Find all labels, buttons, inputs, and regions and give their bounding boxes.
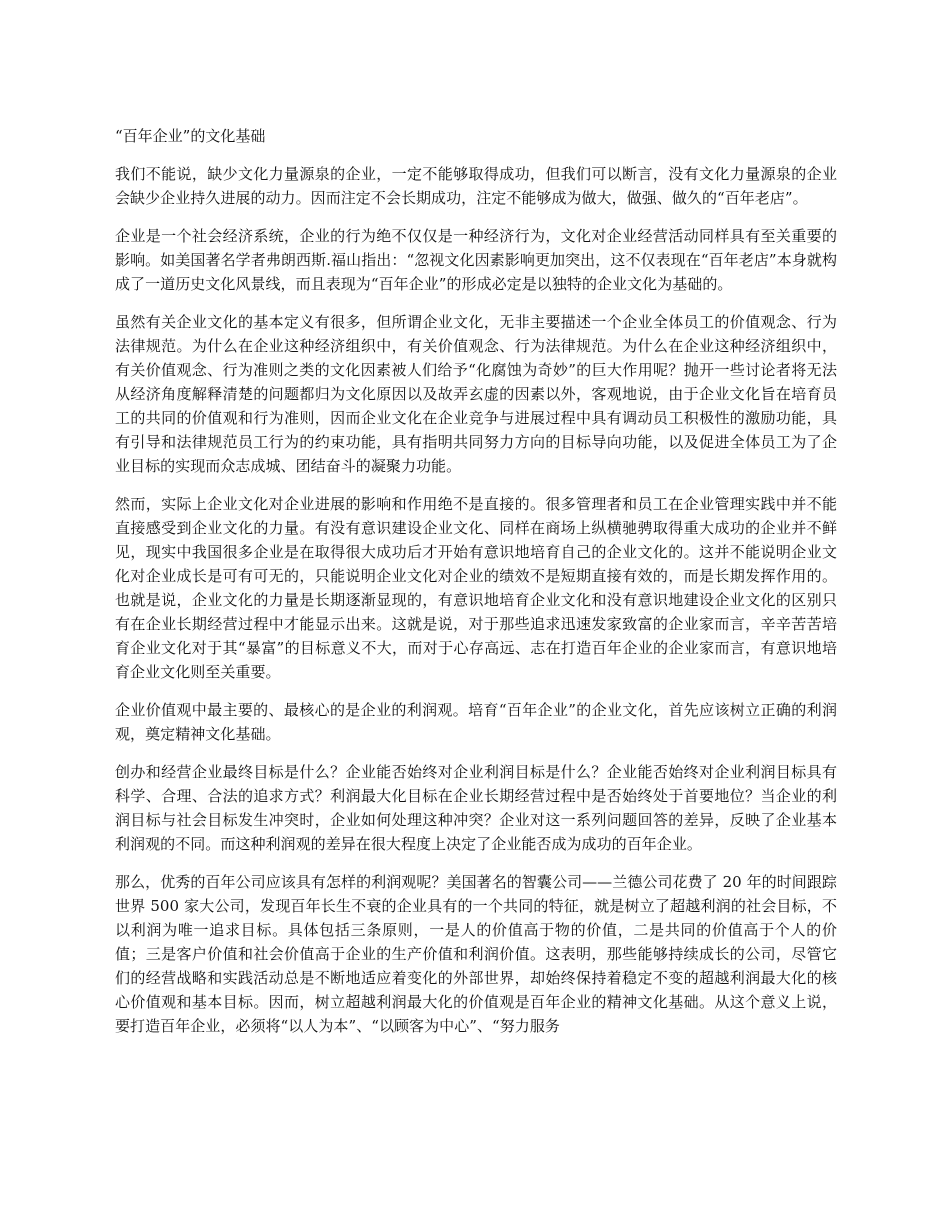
paragraph-6: 创办和经营企业最终目标是什么？企业能否始终对企业利润目标是什么？企业能否始终对企业利润目标具有科学、合理、合法的追求方式？利润最大化目标在企业长期经营过程中是否始终处于首要地位？当企业的利润目标与社会目标发生冲突时，企业如何处理这种冲突？企业对这一系列问题回答的差异，反映了企业基本利润观的不同。而这种利润观的差异在很大程度上决定了企业能否成为成功的百年企业。 — [115, 763, 837, 853]
document-page — [115, 124, 837, 1052]
paragraph-2: 企业是一个社会经济系统，企业的行为绝不仅仅是一种经济行为，文化对企业经营活动同样具有至关重要的影响。如美国著名学者弗朗西斯.福山指出：“忽视文化因素影响更加突出，这不仅表现在“百年老店”本身就构成了一道历史文化风景线，而且表现为“百年企业”的形成必定是以独特的企业文化为基础的。 — [115, 227, 837, 293]
document-title: “百年企业”的文化基础 — [115, 127, 266, 145]
paragraph-4: 然而，实际上企业文化对企业进展的影响和作用绝不是直接的。很多管理者和员工在企业管理实践中并不能直接感受到企业文化的力量。有没有意识建设企业文化、同样在商场上纵横驰骋取得重大成功的企业并不鲜见，现实中我国很多企业是在取得很大成功后才开始有意识地培育自己的企业文化的。这并不能说明企业文化对企业成长是可有可无的，只能说明企业文化对企业的绩效不是短期直接有效的，而是长期发挥作用的。也就是说，企业文化的力量是长期逐渐显现的，有意识地培育企业文化和没有意识地建设企业文化的区别只有在企业长期经营过程中才能显示出来。这就是说，对于那些追求迅速发家致富的企业家而言，辛辛苦苦培育企业文化对于其“暴富”的目标意义不大，而对于心存高远、志在打造百年企业的企业家而言，有意识地培育企业文化则至关重要。 — [115, 495, 837, 681]
paragraph-1: 我们不能说，缺少文化力量源泉的企业，一定不能够取得成功，但我们可以断言，没有文化力量源泉的企业会缺少企业持久进展的动力。因而注定不会长期成功，注定不能够成为做大，做强、做久的“百年老店”。 — [115, 165, 837, 207]
paragraph-5: 企业价值观中最主要的、最核心的是企业的利润观。培育“百年企业”的企业文化，首先应该树立正确的利润观，奠定精神文化基础。 — [115, 701, 837, 743]
paragraph-7: 那么，优秀的百年公司应该具有怎样的利润观呢？美国著名的智囊公司——兰德公司花费了 20 年的时间跟踪世界 500 家大公司，发现百年长生不衰的企业具有的一个共同的特征，就是树立了超越利润的社会目标，不以利润为唯一追求目标。具体包括三条原则，一是人的价值高于物的价值，二是共同的价值高于个人的价值；三是客户价值和社会价值高于企业的生产价值和利润价值。这表明，那些能够持续成长的公司，尽管它们的经营战略和实践活动总是不断地适应着变化的外部世界，却始终保持着稳定不变的超越利润最大化的核心价值观和基本目标。因而，树立超越利润最大化的价值观是百年企业的精神文化基础。从这个意义上说，要打造百年企业，必须将“以人为本”、“以顾客为中心”、“努力服务 — [115, 873, 837, 1035]
paragraph-3: 虽然有关企业文化的基本定义有很多，但所谓企业文化，无非主要描述一个企业全体员工的价值观念、行为法律规范。为什么在企业这种经济组织中，有关价值观念、行为法律规范。为什么在企业这种经济组织中，有关价值观念、行为准则之类的文化因素被人们给予“化腐蚀为奇妙”的巨大作用呢？抛开一些讨论者将无法从经济角度解释清楚的问题都归为文化原因以及故弄玄虚的因素以外，客观地说，由于企业文化旨在培育员工的共同的价值观和行为准则，因而企业文化在企业竞争与进展过程中具有调动员工积极性的激励功能，具有引导和法律规范员工行为的约束功能，具有指明共同努力方向的目标导向功能，以及促进全体员工为了企业目标的实现而众志成城、团结奋斗的凝聚力功能。 — [115, 313, 837, 475]
